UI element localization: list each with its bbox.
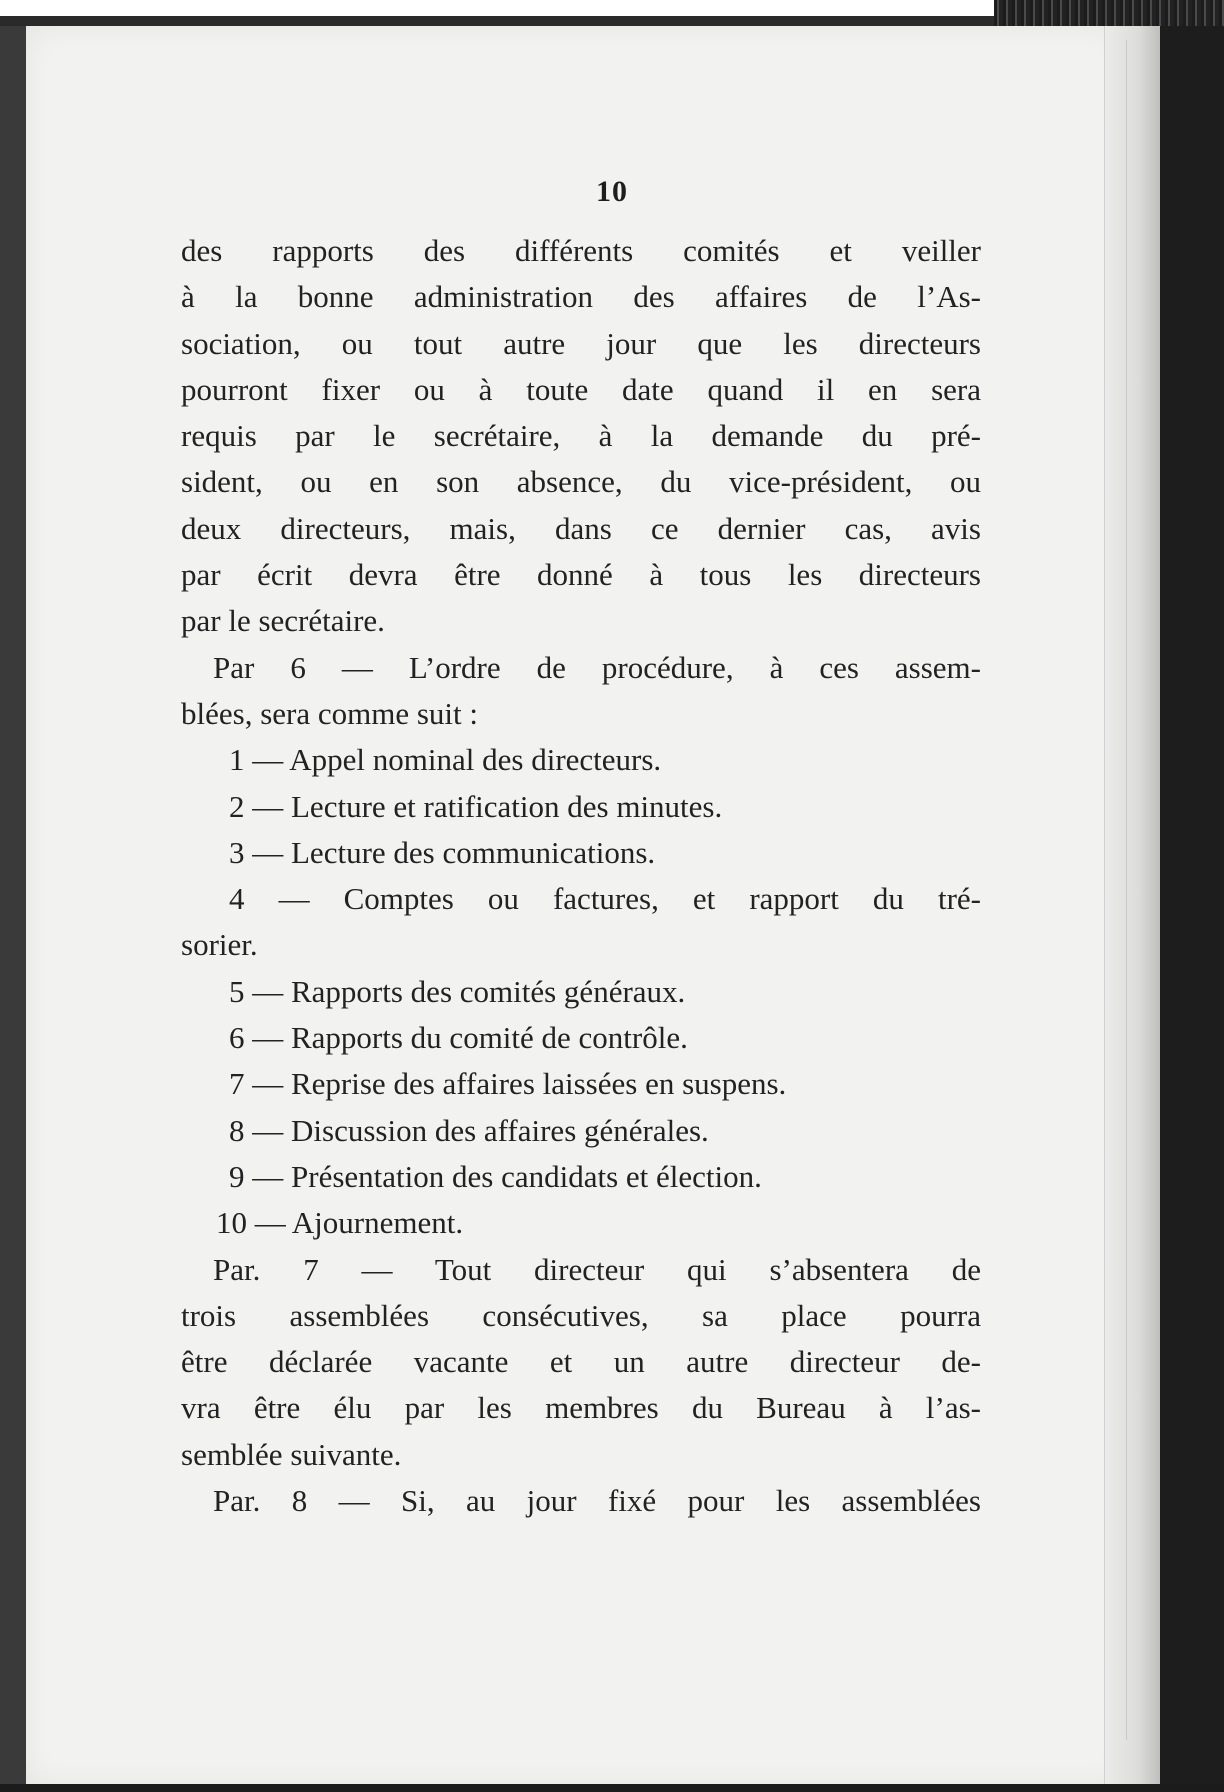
list-item-continuation: sorier. — [181, 927, 258, 963]
page-body-text — [181, 228, 981, 1524]
list-item: 9 — Présentation des candidats et élection. — [229, 1158, 762, 1194]
text-line: semblée suivante. — [181, 1436, 402, 1472]
text-line: trois assemblées consécutives, sa place pourra — [181, 1297, 981, 1333]
text-line: sident, ou en son absence, du vice-président, ou — [181, 464, 981, 500]
text-line: sociation, ou tout autre jour que les directeurs — [181, 325, 981, 361]
text-line: requis par le secrétaire, à la demande du pré- — [181, 418, 981, 454]
text-line: être déclarée vacante et un autre directeur de- — [181, 1344, 981, 1380]
text-line: pourront fixer ou à toute date quand il en sera — [181, 371, 981, 407]
text-line: par écrit devra être donné à tous les directeurs — [181, 557, 981, 593]
list-item: 7 — Reprise des affaires laissées en suspens. — [229, 1066, 787, 1102]
page-gutter — [1104, 26, 1161, 1786]
text-line: blées, sera comme suit : — [181, 695, 478, 731]
list-item: 1 — Appel nominal des directeurs. — [229, 742, 662, 778]
list-item: 2 — Lecture et ratification des minutes. — [229, 788, 723, 824]
scan-top-dark-edge — [994, 0, 1224, 26]
text-line: par le secrétaire. — [181, 603, 385, 639]
list-item: 6 — Rapports du comité de contrôle. — [229, 1020, 688, 1056]
text-line: à la bonne administration des affaires de l’As- — [181, 279, 981, 315]
list-item: 5 — Rapports des comités généraux. — [229, 973, 686, 1009]
list-item: 10 — Ajournement. — [216, 1205, 464, 1241]
gutter-fold-line — [1126, 40, 1127, 1740]
scan-bottom-edge — [0, 1784, 1224, 1792]
list-item: 3 — Lecture des communications. — [229, 834, 656, 870]
paragraph-7-heading-line: Par. 7 — Tout directeur qui s’absentera de — [213, 1251, 981, 1287]
page-number: 10 — [596, 175, 628, 208]
text-line: vra être élu par les membres du Bureau à l’as- — [181, 1390, 981, 1426]
paragraph-6-heading-line: Par 6 — L’ordre de procédure, à ces assem- — [213, 649, 981, 685]
list-item: 8 — Discussion des affaires générales. — [229, 1112, 709, 1148]
scan-right-edge — [1160, 26, 1224, 1792]
text-line: deux directeurs, mais, dans ce dernier cas, avis — [181, 510, 981, 546]
paragraph-8-heading-line: Par. 8 — Si, au jour fixé pour les assemblées — [213, 1483, 981, 1519]
text-line: des rapports des différents comités et veiller — [181, 233, 981, 268]
list-item: 4 — Comptes ou factures, et rapport du tré- — [229, 881, 981, 917]
